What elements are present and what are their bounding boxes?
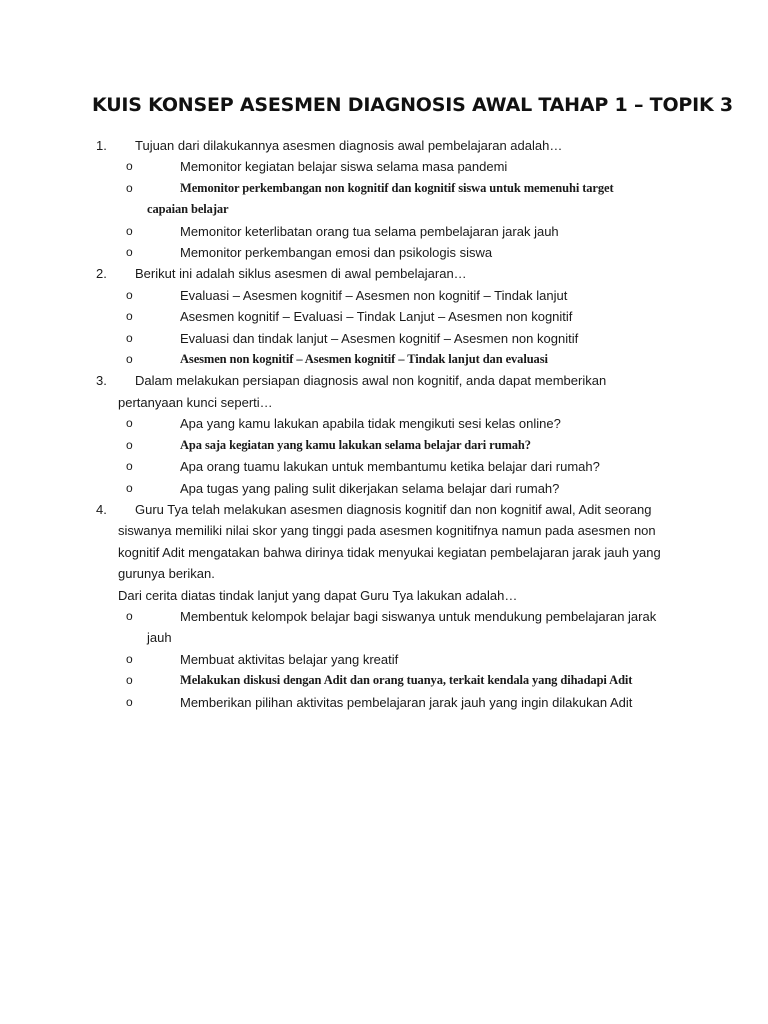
option-text: Apa tugas yang paling sulit dikerjakan selama belajar dari rumah? bbox=[180, 480, 560, 496]
option-text: jauh bbox=[147, 630, 172, 646]
question-2 bbox=[0, 263, 768, 284]
option-continuation bbox=[0, 627, 768, 648]
question-text: kognitif Adit mengatakan bahwa dirinya tidak menyukai kegiatan pembelajaran jarak jauh yang bbox=[118, 544, 661, 560]
bullet: o bbox=[126, 480, 133, 495]
option-item bbox=[0, 285, 768, 306]
question-4 bbox=[0, 499, 768, 520]
option-text: Apa orang tuamu lakukan untuk membantumu ketika belajar dari rumah? bbox=[180, 459, 600, 475]
question-3 bbox=[0, 370, 768, 391]
option-text: Memonitor perkembangan emosi dan psikologis siswa bbox=[180, 245, 493, 261]
option-item-answer bbox=[0, 435, 768, 456]
question-number: 4. bbox=[96, 501, 107, 517]
option-item bbox=[0, 306, 768, 327]
question-text: pertanyaan kunci seperti… bbox=[118, 394, 273, 410]
bullet: o bbox=[126, 608, 133, 623]
bullet: o bbox=[126, 245, 133, 260]
option-item bbox=[0, 478, 768, 499]
option-item-answer bbox=[0, 178, 768, 199]
question-number: 2. bbox=[96, 266, 107, 282]
option-item bbox=[0, 221, 768, 242]
bullet: o bbox=[126, 352, 133, 367]
question-number: 1. bbox=[96, 138, 107, 153]
bullet: o bbox=[126, 159, 133, 174]
question-continuation bbox=[0, 392, 768, 413]
question-1 bbox=[0, 135, 768, 156]
question-continuation bbox=[0, 520, 768, 541]
option-text: capaian belajar bbox=[147, 202, 229, 217]
option-item bbox=[0, 692, 768, 713]
option-text: Evaluasi dan tindak lanjut – Asesmen kognitif – Asesmen non kognitif bbox=[180, 330, 579, 346]
bullet: o bbox=[126, 330, 133, 345]
bullet: o bbox=[126, 673, 133, 688]
option-item bbox=[0, 242, 768, 263]
question-text: Berikut ini adalah siklus asesmen di awal pembelajaran… bbox=[135, 266, 467, 282]
option-item-answer bbox=[0, 670, 768, 691]
bullet: o bbox=[126, 180, 133, 195]
question-continuation bbox=[0, 542, 768, 563]
option-text: Membentuk kelompok belajar bagi siswanya untuk mendukung pembelajaran jarak bbox=[180, 608, 657, 624]
option-continuation bbox=[0, 199, 768, 220]
option-text: Apa yang kamu lakukan apabila tidak mengikuti sesi kelas online? bbox=[180, 416, 561, 432]
bullet: o bbox=[126, 309, 133, 324]
option-text: Membuat aktivitas belajar yang kreatif bbox=[180, 651, 399, 667]
option-item bbox=[0, 649, 768, 670]
bullet: o bbox=[126, 651, 133, 666]
question-text: Dari cerita diatas tindak lanjut yang dapat Guru Tya lakukan adalah… bbox=[118, 587, 518, 603]
option-text: Apa saja kegiatan yang kamu lakukan selama belajar dari rumah? bbox=[180, 437, 531, 452]
bullet: o bbox=[126, 459, 133, 474]
option-text: Asesmen non kognitif – Asesmen kognitif – Tindak lanjut dan evaluasi bbox=[180, 352, 548, 367]
option-item bbox=[0, 456, 768, 477]
question-number: 3. bbox=[96, 373, 107, 389]
option-text: Memberikan pilihan aktivitas pembelajaran jarak jauh yang ingin dilakukan Adit bbox=[180, 694, 633, 710]
option-text: Memonitor perkembangan non kognitif dan kognitif siswa untuk memenuhi target bbox=[180, 180, 614, 195]
bullet: o bbox=[126, 694, 133, 709]
page-title: KUIS KONSEP ASESMEN DIAGNOSIS AWAL TAHAP 1 – TOPIK 3 bbox=[92, 94, 733, 116]
question-text: Guru Tya telah melakukan asesmen diagnosis kognitif dan non kognitif awal, Adit seorang bbox=[135, 501, 652, 517]
question-text: gurunya berikan. bbox=[118, 566, 215, 582]
option-text: Memonitor kegiatan belajar siswa selama masa pandemi bbox=[180, 159, 508, 175]
question-text: Dalam melakukan persiapan diagnosis awal non kognitif, anda dapat memberikan bbox=[135, 373, 607, 389]
bullet: o bbox=[126, 287, 133, 302]
question-continuation bbox=[0, 585, 768, 606]
option-item bbox=[0, 606, 768, 627]
question-text: siswanya memiliki nilai skor yang tinggi pada asesmen kognitifnya namun pada asesmen non bbox=[118, 523, 656, 539]
question-continuation bbox=[0, 563, 768, 584]
option-item bbox=[0, 156, 768, 177]
question-text: Tujuan dari dilakukannya asesmen diagnosis awal pembelajaran adalah… bbox=[135, 138, 563, 153]
bullet: o bbox=[126, 416, 133, 431]
quiz-body bbox=[0, 135, 768, 713]
option-text: Melakukan diskusi dengan Adit dan orang tuanya, terkait kendala yang dihadapi Adit bbox=[180, 673, 633, 688]
option-item bbox=[0, 328, 768, 349]
option-text: Evaluasi – Asesmen kognitif – Asesmen non kognitif – Tindak lanjut bbox=[180, 287, 568, 303]
option-item bbox=[0, 413, 768, 434]
option-text: Asesmen kognitif – Evaluasi – Tindak Lanjut – Asesmen non kognitif bbox=[180, 309, 573, 325]
option-item-answer bbox=[0, 349, 768, 370]
option-text: Memonitor keterlibatan orang tua selama pembelajaran jarak jauh bbox=[180, 223, 559, 239]
bullet: o bbox=[126, 223, 133, 238]
bullet: o bbox=[126, 437, 133, 452]
